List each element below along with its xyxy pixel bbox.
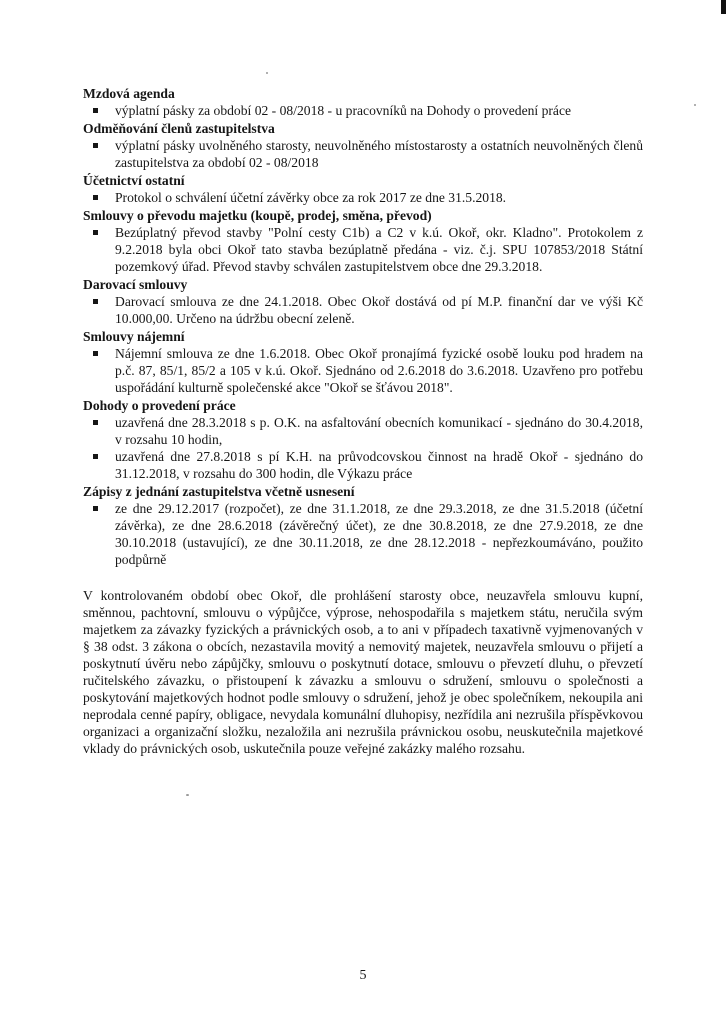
scan-speck — [266, 72, 268, 74]
section-dohody — [83, 397, 643, 482]
section-heading: Odměňování členů zastupitelstva — [83, 121, 275, 136]
list-item: Bezúplatný převod stavby "Polní cesty C1b) a C2 v k.ú. Okoř, okr. Kladno". Protokolem z 9.2.2018 byla obci Okoř tato stavba bezúplatně předána - viz. č.j. SPU 107853/2018 Státní pozemkový úřad. Převod stavby schválen zastupitelstvem obce dne 29.3.2018. — [83, 224, 643, 275]
section-zapisy — [83, 483, 643, 568]
section-ucetnictvi-ostatni — [83, 172, 643, 206]
list-item: Protokol o schválení účetní závěrky obce za rok 2017 ze dne 31.5.2018. — [83, 189, 643, 206]
bullet-list — [83, 293, 643, 327]
section-heading: Darovací smlouvy — [83, 277, 188, 292]
summary-paragraph: V kontrolovaném období obec Okoř, dle prohlášení starosty obce, neuzavřela smlouvu kupní, směnnou, pachtovní, smlouvu o výpůjčce, výprose, nehospodařila s majetkem státu, neručila svým majetkem za závazky fyzických a právnických osob, a to ani v případech taxativně vyjmenovaných v § 38 odst. 3 zákona o obcích, nezastavila movitý a nemovitý majetek, neuzavřela smlouvu o přijetí a poskytnutí úvěru nebo zápůjčky, smlouvu o poskytnutí dotace, smlouvu o převzetí dluhu, o převzetí ručitelského závazku, o přistoupení k závazku a smlouvu o sdružení, smlouvu o společnosti a poskytování majetkových hodnot podle smlouvy o sdružení, jehož je obec společníkem, nekoupila ani neprodala cenné papíry, obligace, nevydala komunální dluhopisy, nezřídila ani nezrušila příspěvkovou organizaci a organizační složku, nezaložila ani nezrušila právnickou osobu, neuskutečnila majetkové vklady do právnických osob, uskutečnila pouze veřejné zakázky malého rozsahu. — [83, 588, 643, 756]
page-number: 5 — [359, 968, 367, 983]
bullet-list — [83, 189, 643, 206]
bullet-list — [83, 224, 643, 275]
bullet-list — [83, 137, 643, 171]
bullet-list — [83, 414, 643, 482]
bullet-list — [83, 102, 643, 119]
list-item: uzavřená dne 28.3.2018 s p. O.K. na asfaltování obecních komunikací - sjednáno do 30.4.2018, v rozsahu 10 hodin, — [83, 414, 643, 448]
list-item: Nájemní smlouva ze dne 1.6.2018. Obec Okoř pronajímá fyzické osobě louku pod hradem na p.č. 87, 85/1, 85/2 a 105 v k.ú. Okoř. Sjednáno od 2.6.2018 do 3.6.2018. Uzavřeno pro potřebu uspořádání kulturně společenské akce "Okoř se šťávou 2018". — [83, 345, 643, 396]
section-heading: Smlouvy nájemní — [83, 329, 185, 344]
section-smlouvy-prevod — [83, 207, 643, 275]
section-heading: Účetnictví ostatní — [83, 173, 185, 188]
section-odmenovani — [83, 120, 643, 171]
scan-edge-mark — [721, 0, 726, 14]
section-heading: Dohody o provedení práce — [83, 398, 236, 413]
scan-speck — [186, 794, 189, 796]
bullet-list — [83, 500, 643, 568]
scan-speck — [694, 104, 696, 106]
bullet-list — [83, 345, 643, 396]
list-item: výplatní pásky za období 02 - 08/2018 - u pracovníků na Dohody o provedení práce — [83, 102, 643, 119]
section-heading: Zápisy z jednání zastupitelstva včetně usnesení — [83, 484, 355, 499]
list-item: výplatní pásky uvolněného starosty, neuvolněného místostarosty a ostatních neuvolněných členů zastupitelstva za období 02 - 08/2018 — [83, 137, 643, 171]
section-darovaci-smlouvy — [83, 276, 643, 327]
spacer — [83, 569, 643, 587]
section-heading: Mzdová agenda — [83, 86, 175, 101]
section-mzdova-agenda — [83, 85, 643, 119]
section-heading: Smlouvy o převodu majetku (koupě, prodej, směna, převod) — [83, 208, 432, 223]
list-item: Darovací smlouva ze dne 24.1.2018. Obec Okoř dostává od pí M.P. finanční dar ve výši Kč 10.000,00. Určeno na údržbu obecní zeleně. — [83, 293, 643, 327]
document-content — [83, 85, 643, 757]
section-smlouvy-najemni — [83, 328, 643, 396]
list-item: ze dne 29.12.2017 (rozpočet), ze dne 31.1.2018, ze dne 29.3.2018, ze dne 31.5.2018 (účetní závěrka), ze dne 28.6.2018 (závěrečný účet), ze dne 30.8.2018, ze dne 27.9.2018, ze dne 30.10.2018 (ustavující), ze dne 30.11.2018, ze dne 28.12.2018 - nepřezkoumáváno, použito podpůrně — [83, 500, 643, 568]
list-item: uzavřená dne 27.8.2018 s pí K.H. na průvodcovskou činnost na hradě Okoř - sjednáno do 31.12.2018, v rozsahu do 300 hodin, dle Výkazu práce — [83, 448, 643, 482]
